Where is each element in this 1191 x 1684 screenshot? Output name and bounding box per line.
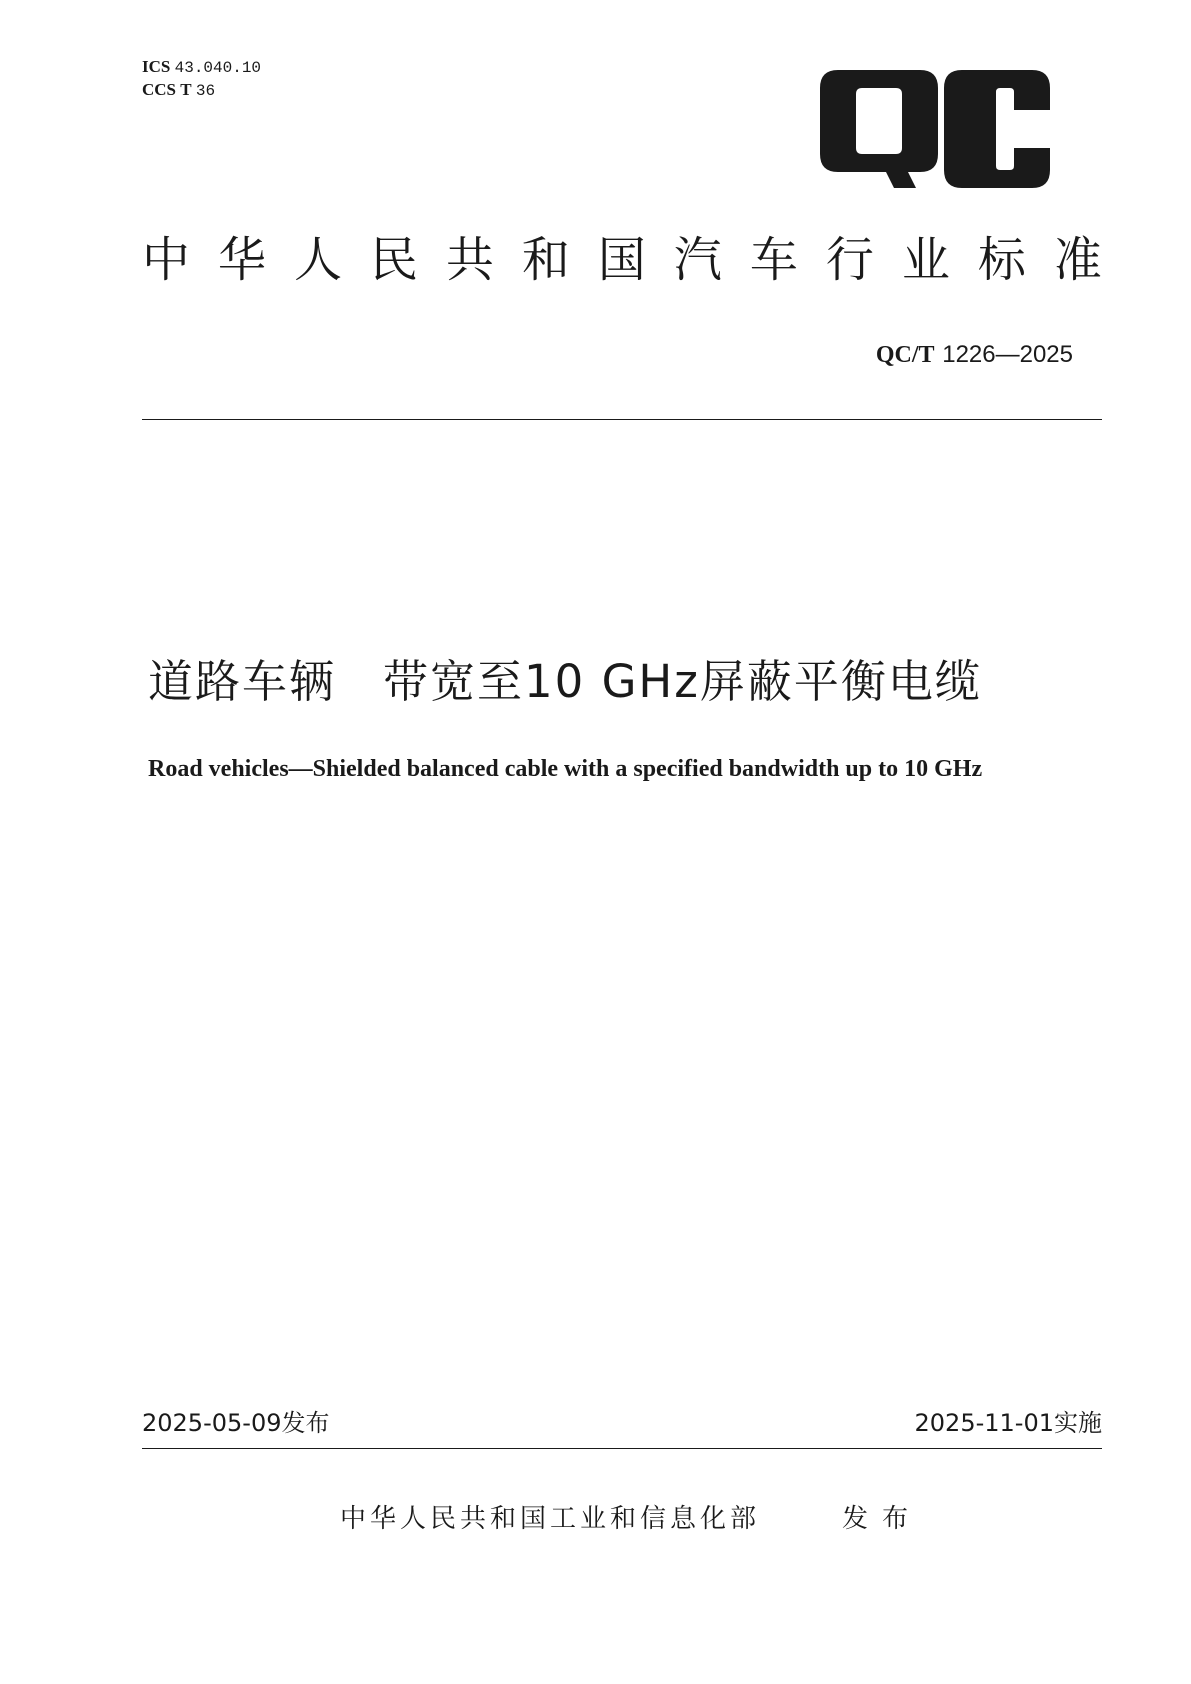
standard-title-char: 业 [901, 232, 950, 288]
standard-title-char: 国 [597, 232, 646, 288]
standard-number-prefix: QC/T [875, 342, 935, 368]
implementation-date: 2025-11-01实施 [914, 1409, 1102, 1437]
standard-title-char: 和 [521, 232, 570, 288]
top-divider [142, 419, 1102, 420]
document-title-chinese: 道路车辆 带宽至10 GHz屏蔽平衡电缆 [148, 655, 982, 708]
ccs-label: CCS [142, 80, 177, 99]
issuing-authority: 中华人民共和国工业和信息化部 [340, 1504, 761, 1534]
ics-label: ICS [142, 57, 171, 76]
standard-title-char: 准 [1053, 232, 1102, 288]
bottom-divider [142, 1448, 1102, 1449]
standard-number [876, 340, 1073, 369]
ics-code [142, 56, 261, 79]
standard-title-char: 华 [217, 232, 266, 288]
publication-date: 2025-05-09发布 [142, 1409, 330, 1437]
ccs-letter: T [180, 80, 192, 99]
standard-title-char: 共 [445, 232, 494, 288]
issuing-action: 发布 [842, 1504, 923, 1534]
standard-title-char: 中 [142, 232, 191, 288]
standard-title-char: 人 [293, 232, 342, 288]
document-title-english: Road vehicles—Shielded balanced cable with a specified bandwidth up to 10 GHz [148, 756, 983, 782]
standard-number-value: 1226—2025 [942, 341, 1073, 368]
standard-title-char: 标 [977, 232, 1026, 288]
standard-title-char: 汽 [673, 232, 722, 288]
standard-category-title [142, 230, 1102, 290]
ccs-value: 36 [195, 82, 216, 100]
classification-codes [142, 56, 261, 102]
ics-value: 43.040.10 [174, 59, 262, 77]
standard-title-char: 行 [825, 232, 874, 288]
qc-logo [820, 70, 1050, 188]
qc-logo-c [944, 70, 1050, 188]
ccs-code [142, 79, 261, 102]
qc-logo-q [820, 70, 938, 188]
standard-title-char: 民 [369, 232, 418, 288]
standard-title-char: 车 [749, 232, 798, 288]
